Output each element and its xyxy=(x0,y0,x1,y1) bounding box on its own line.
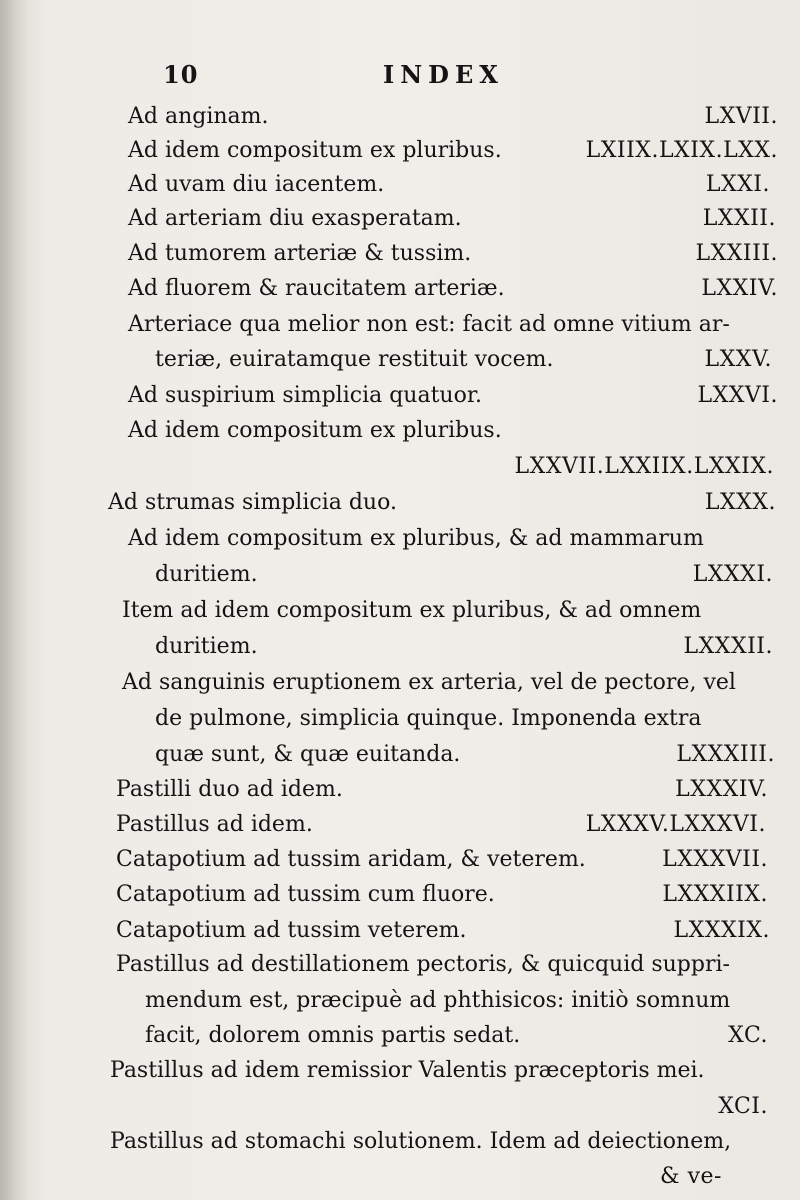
index-line: Item ad idem compositum ex pluribus, & ad omnem xyxy=(122,598,702,623)
index-line: Pastillus ad idem. LXXXV.LXXXVI. xyxy=(116,812,766,837)
index-line: Ad arteriam diu exasperatam. LXXII. xyxy=(128,206,776,231)
index-line: Catapotium ad tussim cum fluore. LXXXIIX. xyxy=(116,882,768,907)
index-line: mendum est, præcipuè ad phthisicos: initiò somnum xyxy=(145,988,731,1013)
index-line: Ad tumorem arteriæ & tussim. LXXIII. xyxy=(128,241,778,266)
index-line: Catapotium ad tussim veterem. LXXXIX. xyxy=(116,918,770,943)
index-line: XCI. xyxy=(718,1094,768,1119)
index-line: Ad anginam. LXVII. xyxy=(128,104,778,129)
index-line: Ad uvam diu iacentem. LXXI. xyxy=(128,172,770,197)
index-line: Ad idem compositum ex pluribus. xyxy=(128,418,502,443)
index-line: & ve- xyxy=(660,1164,722,1189)
index-line: facit, dolorem omnis partis sedat. XC. xyxy=(145,1023,768,1048)
index-line: LXXVII.LXXIIX.LXXIX. xyxy=(514,454,774,479)
index-line: quæ sunt, & quæ euitanda. LXXXIII. xyxy=(155,742,775,767)
index-line: duritiem. LXXXII. xyxy=(155,634,773,659)
index-line: Ad sanguinis eruptionem ex arteria, vel de pectore, vel xyxy=(122,670,736,695)
index-line: Pastillus ad idem remissior Valentis præceptoris mei. xyxy=(110,1058,705,1083)
index-line: Arteriace qua melior non est: facit ad omne vitium ar- xyxy=(128,312,730,337)
index-line: teriæ, euiratamque restituit vocem. LXXV. xyxy=(155,347,772,372)
page-number: 10 xyxy=(163,60,199,89)
index-line: Pastillus ad destillationem pectoris, & quicquid suppri- xyxy=(116,952,730,977)
page-title: INDEX xyxy=(383,60,504,89)
index-line: Ad suspirium simplicia quatuor. LXXVI. xyxy=(128,383,778,408)
index-line: Ad idem compositum ex pluribus, & ad mammarum xyxy=(128,526,704,551)
index-line: Pastillus ad stomachi solutionem. Idem ad deiectionem, xyxy=(110,1129,732,1154)
index-line: Pastilli duo ad idem. LXXXIV. xyxy=(116,777,768,802)
index-line: duritiem. LXXXI. xyxy=(155,562,773,587)
index-line: de pulmone, simplicia quinque. Imponenda extra xyxy=(155,706,702,731)
index-line: Ad idem compositum ex pluribus. LXIIX.LXIX.LXX. xyxy=(128,138,778,163)
index-line: Catapotium ad tussim aridam, & veterem. LXXXVII. xyxy=(116,847,768,872)
index-line: Ad strumas simplicia duo. LXXX. xyxy=(108,490,776,515)
index-line: Ad fluorem & raucitatem arteriæ. LXXIV. xyxy=(128,276,778,301)
